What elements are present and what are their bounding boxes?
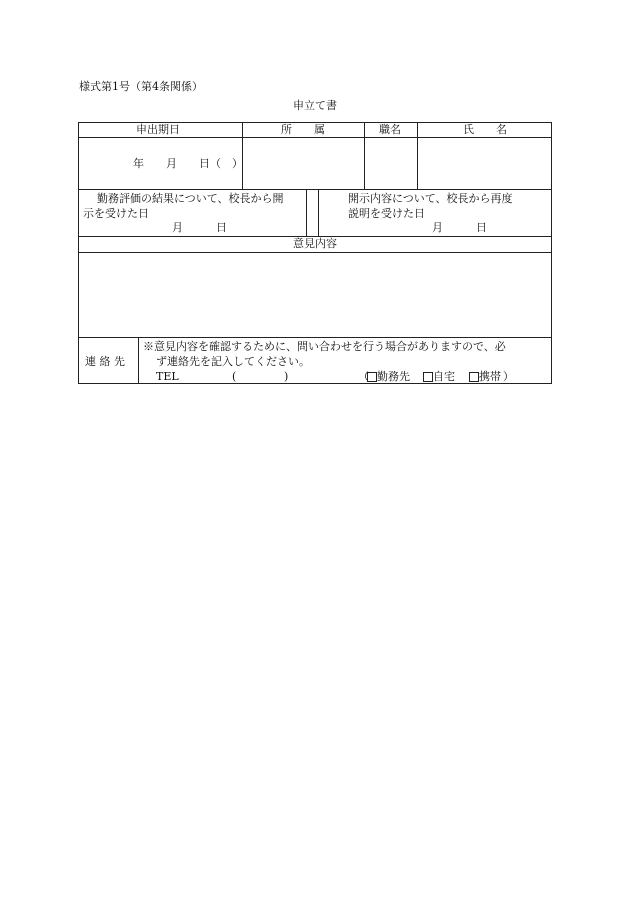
contact-divider-vertical: [138, 337, 139, 384]
opinion-content-field[interactable]: [80, 254, 550, 336]
contact-options-paren-close: ）: [503, 370, 514, 383]
eval-divider-1: [306, 189, 307, 236]
name-field[interactable]: [419, 139, 550, 187]
form-title: 申立て書: [293, 99, 337, 112]
home-option-label: 自宅: [433, 370, 455, 383]
tel-paren-open: (: [232, 370, 237, 383]
opinion-label-divider: [78, 252, 552, 253]
mobile-option-label: 携帯: [479, 370, 501, 383]
evaluation-left-line2: 示を受けた日: [83, 207, 149, 220]
form-number: 様式第1号（第4条関係）: [79, 80, 203, 93]
eval-divider-2: [318, 189, 319, 236]
evaluation-right-line1: 開示内容について、校長から再度: [348, 192, 513, 205]
contact-options-paren-open: （: [358, 370, 369, 383]
header-filing-date: 申出期日: [136, 123, 180, 136]
contact-label: 連 絡 先: [85, 355, 125, 368]
evaluation-left-date[interactable]: 月 日: [172, 221, 227, 234]
tel-number-field[interactable]: [240, 370, 282, 384]
tel-label: TEL: [156, 370, 179, 383]
contact-note-line1: ※意見内容を確認するために、問い合わせを行う場合がありますので、必: [143, 340, 506, 353]
mobile-checkbox[interactable]: [469, 372, 479, 382]
evaluation-left-line1: 勤務評価の結果について、校長から開: [97, 192, 284, 205]
filing-date-field[interactable]: 年 月 日（ ）: [133, 157, 243, 170]
col-divider-3: [417, 122, 418, 189]
evaluation-right-date[interactable]: 月 日: [432, 221, 487, 234]
contact-note-line2: ず連絡先を記入してください。: [156, 355, 310, 368]
col-divider-1: [242, 122, 243, 189]
affiliation-field[interactable]: [244, 139, 362, 187]
date-row-divider: [78, 189, 552, 190]
opinion-label: 意見内容: [293, 237, 337, 250]
header-divider: [78, 137, 552, 138]
col-divider-2: [364, 122, 365, 189]
work-option-label: 勤務先: [377, 370, 410, 383]
header-affiliation: 所 属: [281, 123, 325, 136]
position-field[interactable]: [366, 139, 415, 187]
tel-paren-close: ): [284, 370, 289, 383]
header-position: 職名: [379, 123, 401, 136]
contact-divider: [78, 337, 552, 338]
header-name: 氏 名: [463, 123, 507, 136]
evaluation-right-line2: 説明を受けた日: [348, 207, 425, 220]
home-checkbox[interactable]: [423, 372, 433, 382]
work-checkbox[interactable]: [367, 372, 377, 382]
